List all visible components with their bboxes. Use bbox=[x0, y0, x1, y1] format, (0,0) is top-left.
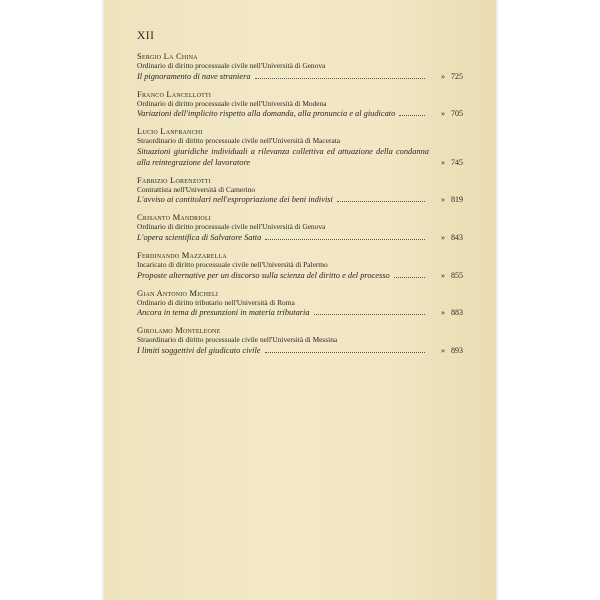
author-name: Crisanto Mandrioli bbox=[137, 212, 212, 223]
article-title-row bbox=[137, 146, 463, 168]
author-name: Fabrizio Lorenzotti bbox=[137, 174, 211, 185]
author-name: Gian Antonio Micheli bbox=[137, 287, 219, 298]
author-affiliation: Ordinario di diritto processuale civile nell'Università di Genova bbox=[137, 222, 326, 232]
dot-leader bbox=[337, 201, 425, 202]
article-title-row bbox=[137, 232, 463, 243]
page-number: » 745 bbox=[441, 157, 463, 167]
article-title: Proposte alternative per un discorso sulla scienza del diritto e del processo bbox=[137, 270, 390, 280]
author-name: Franco Lancellotti bbox=[137, 88, 212, 99]
article-title: I limiti soggettivi del giudicato civile bbox=[137, 345, 261, 355]
dot-leader bbox=[265, 352, 425, 353]
page-folio: XII bbox=[137, 30, 155, 42]
dot-leader bbox=[265, 239, 425, 240]
book-page bbox=[104, 0, 496, 600]
toc-entry bbox=[137, 212, 463, 243]
dot-leader bbox=[255, 78, 425, 79]
author-affiliation: Ordinario di diritto tributario nell'Università di Roma bbox=[137, 297, 295, 307]
author-affiliation: Straordinario di diritto processuale civile nell'Università di Messina bbox=[137, 335, 338, 345]
article-title-row bbox=[137, 270, 463, 281]
article-title: L'avviso ai contitolari nell'espropriazione dei beni indivisi bbox=[137, 195, 333, 205]
page-number: » 893 bbox=[441, 345, 463, 355]
author-name: Girolamo Monteleone bbox=[137, 325, 221, 336]
article-title-row bbox=[137, 307, 463, 318]
toc-entry bbox=[137, 89, 463, 120]
article-title: Variazioni dell'implicito rispetto alla domanda, alla pronuncia e al giudicato bbox=[137, 109, 396, 119]
article-title: Situazioni giuridiche individuali a rilevanza collettiva ed attuazione della condanna alla reintegrazione del lavoratore bbox=[137, 146, 429, 167]
article-title-row bbox=[137, 194, 463, 205]
article-title: L'opera scientifica di Salvatore Satta bbox=[137, 232, 262, 242]
toc-entry bbox=[137, 51, 463, 82]
table-of-contents bbox=[137, 51, 463, 363]
dot-leader bbox=[394, 277, 425, 278]
toc-entry bbox=[137, 250, 463, 281]
author-affiliation: Straordinario di diritto processuale civile nell'Università di Macerata bbox=[137, 136, 341, 146]
author-name: Sergio La China bbox=[137, 51, 198, 61]
page-number: » 855 bbox=[441, 270, 463, 280]
page-number: » 883 bbox=[441, 308, 463, 318]
page-number: » 819 bbox=[441, 195, 463, 205]
page-number: » 843 bbox=[441, 232, 463, 242]
dot-leader bbox=[314, 314, 425, 315]
article-title-row bbox=[137, 71, 463, 82]
article-title: Il pignoramento di nave straniera bbox=[137, 71, 251, 81]
dot-leader bbox=[399, 115, 425, 116]
article-title-row bbox=[137, 108, 463, 119]
toc-entry bbox=[137, 325, 463, 356]
author-affiliation: Ordinario di diritto processuale civile nell'Università di Modena bbox=[137, 98, 327, 108]
author-affiliation: Incaricato di diritto processuale civile nell'Università di Palermo bbox=[137, 259, 328, 269]
author-affiliation: Ordinario di diritto processuale civile nell'Università di Genova bbox=[137, 61, 326, 70]
toc-entry bbox=[137, 126, 463, 168]
toc-entry bbox=[137, 175, 463, 206]
author-name: Lucio Lanfranchi bbox=[137, 126, 203, 137]
author-name: Ferdinando Mazzarella bbox=[137, 249, 227, 260]
author-affiliation: Contrattista nell'Università di Camerino bbox=[137, 184, 256, 194]
article-title-row bbox=[137, 345, 463, 356]
page-number: » 725 bbox=[441, 71, 463, 81]
toc-entry bbox=[137, 288, 463, 319]
page-number: » 705 bbox=[441, 109, 463, 119]
article-title: Ancora in tema di presunzioni in materia tributaria bbox=[137, 308, 310, 318]
